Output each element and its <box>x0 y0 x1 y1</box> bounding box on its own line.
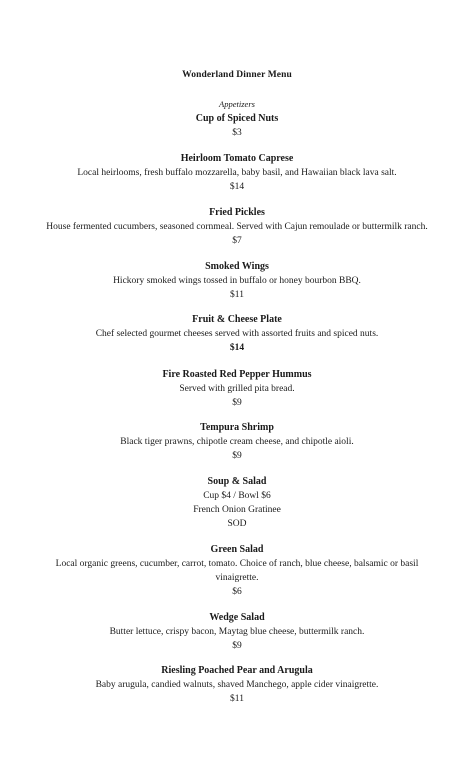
item-description: Cup $4 / Bowl $6 <box>203 491 271 501</box>
item-name: Fire Roasted Red Pepper Hummus <box>162 369 312 380</box>
item-description: Butter lettuce, crispy bacon, Maytag blue cheese, buttermilk ranch. <box>109 627 365 637</box>
item-description: House fermented cucumbers, seasoned cornmeal. Served with Cajun remoulade or buttermilk ranch. <box>46 222 428 232</box>
menu-item-spiced-nuts <box>40 112 434 140</box>
item-price: $9 <box>232 398 242 408</box>
item-description-secondary: French Onion Gratinee <box>193 505 281 515</box>
item-name: Soup & Salad <box>207 476 267 487</box>
item-description: Local organic greens, cucumber, carrot, tomato. Choice of ranch, blue cheese, balsamic or basil vinaigrette. <box>55 559 419 583</box>
item-description: Black tiger prawns, chipotle cream cheese, and chipotle aioli. <box>120 437 354 447</box>
menu-item-tomato-caprese <box>40 152 434 194</box>
menu-item-tempura-shrimp <box>40 421 434 463</box>
item-description: Local heirlooms, fresh buffalo mozzarella, baby basil, and Hawaiian black lava salt. <box>77 168 397 178</box>
menu-item-soup-salad <box>40 475 434 531</box>
item-description: Chef selected gourmet cheeses served with assorted fruits and spiced nuts. <box>95 329 379 339</box>
item-price: SOD <box>227 519 247 529</box>
section-label-appetizers: Appetizers <box>219 99 255 109</box>
item-price: $3 <box>232 128 242 138</box>
item-name: Smoked Wings <box>205 261 269 272</box>
item-price: $11 <box>230 694 244 704</box>
item-description: Served with grilled pita bread. <box>179 384 295 394</box>
menu-item-green-salad <box>40 543 434 599</box>
item-price: $9 <box>232 641 242 651</box>
item-name: Wedge Salad <box>209 612 265 623</box>
item-name: Green Salad <box>210 544 264 555</box>
item-description: Hickory smoked wings tossed in buffalo or honey bourbon BBQ. <box>113 276 361 286</box>
menu-title: Wonderland Dinner Menu <box>182 70 292 80</box>
menu-item-fried-pickles <box>40 206 434 248</box>
item-name: Fried Pickles <box>209 207 265 218</box>
item-name: Cup of Spiced Nuts <box>195 113 279 124</box>
item-name: Fruit & Cheese Plate <box>192 314 282 325</box>
menu-item-poached-pear-arugula <box>40 664 434 706</box>
item-price: $11 <box>230 290 244 300</box>
item-name: Tempura Shrimp <box>200 422 274 433</box>
item-description: Baby arugula, candied walnuts, shaved Manchego, apple cider vinaigrette. <box>95 680 379 690</box>
item-price: $14 <box>229 182 245 192</box>
menu-item-smoked-wings <box>40 260 434 302</box>
item-name: Riesling Poached Pear and Arugula <box>161 665 313 676</box>
item-price: $7 <box>232 236 242 246</box>
menu-item-hummus <box>40 368 434 410</box>
item-price: $9 <box>232 451 242 461</box>
item-name: Heirloom Tomato Caprese <box>180 153 294 164</box>
menu-item-wedge-salad <box>40 611 434 653</box>
item-price: $6 <box>232 587 242 597</box>
menu-item-fruit-cheese-plate <box>40 313 434 355</box>
item-price: $14 <box>229 343 245 353</box>
